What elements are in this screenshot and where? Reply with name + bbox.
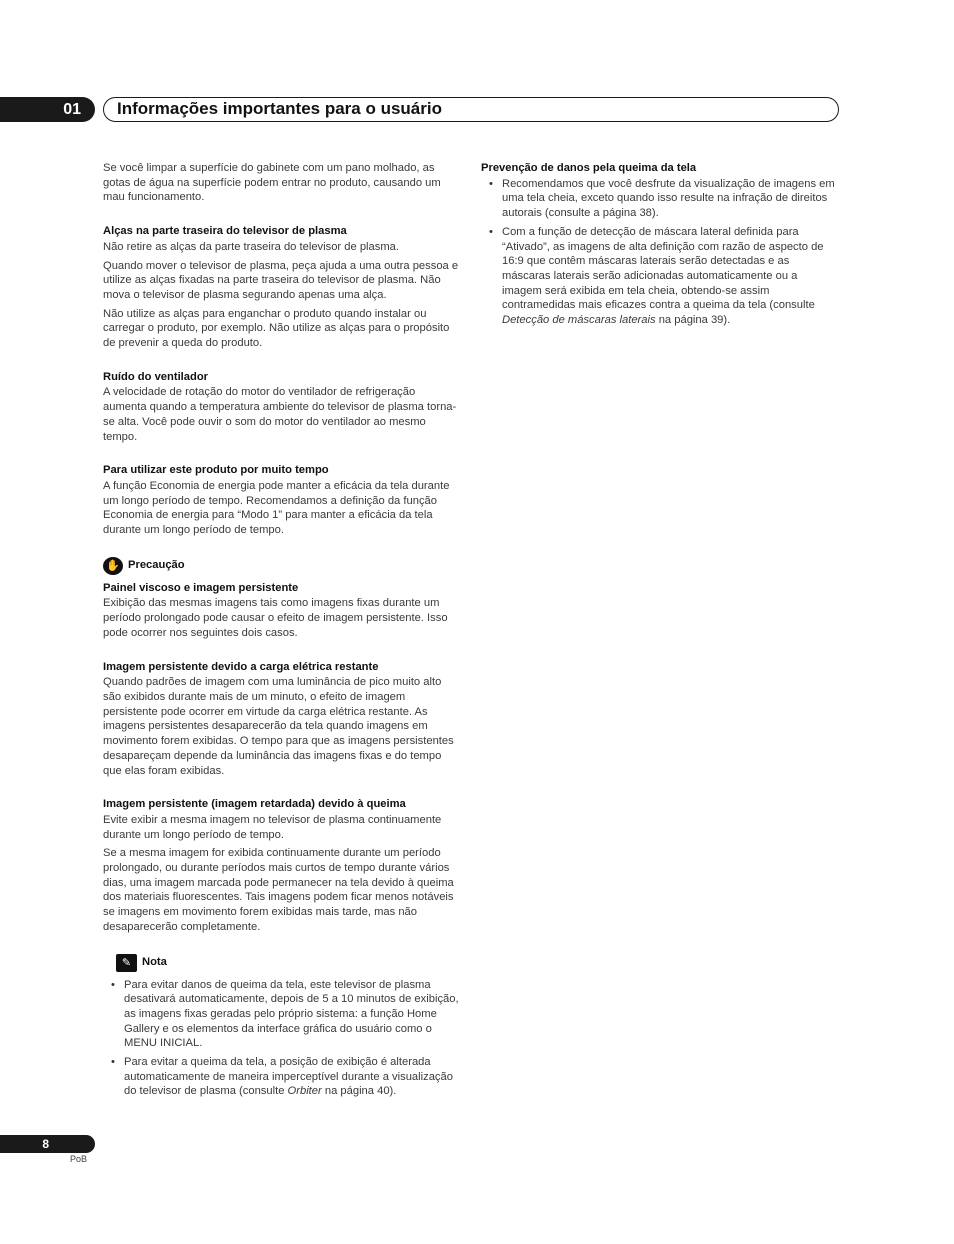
note-label-row: [116, 954, 459, 972]
caution-label-row: [103, 557, 459, 575]
note-text: Para evitar a queima da tela, a posição de exibição é alterada automaticamente de maneira imperceptível durante a visualização do televisor de plasma (consulte: [124, 1056, 453, 1098]
paragraph: Quando mover o televisor de plasma, peça ajuda a uma outra pessoa e utilize as alças fixadas na parte traseira do televisor de plasma. Não mova o televisor de plasma segurando apenas uma alça.: [103, 259, 459, 301]
caution-hand-icon: ✋: [103, 557, 123, 575]
list-item: • Para evitar danos de queima da tela, este televisor de plasma desativará automaticamente, depois de 5 a 10 minutos de exibição, as imagens fixas geradas pelo próprio sistema: a função Home Gallery e os elementos da interface gráfica do usuário como o MENU INICIAL.: [103, 978, 459, 1052]
note-label: Nota: [142, 956, 167, 969]
section-heading-sticky-panel: Painel viscoso e imagem persistente: [103, 581, 299, 594]
prevention-list: [481, 177, 837, 328]
paragraph: Se a mesma imagem for exibida continuamente durante um período prolongado, ou durante períodos mais curtos de tempo durante vários dias, uma imagem marcada pode permanecer na tela devido à queima dos materiais fluorescentes. Tais imagens podem ficar menos notáveis se imagens em movimento forem exibidas mais tarde, mas não desaparecerão completamente.: [103, 847, 454, 933]
left-column: [103, 161, 459, 1103]
section-heading-residual-charge: Imagem persistente devido a carga elétrica restante: [103, 660, 379, 673]
paragraph: A velocidade de rotação do motor do ventilador de refrigeração aumenta quando a temperatura ambiente do televisor de plasma torna-se alta. Você pode ouvir o som do motor do ventilador ao mesmo tempo.: [103, 386, 457, 443]
paragraph: Quando padrões de imagem com uma luminância de pico muito alto são exibidos durante mais de um minuto, o efeito de imagem persistente pode ocorrer em virtude da carga elétrica restante. As imagens persistentes desaparecerão da tela quando imagens em movimento forem exibidas. O tempo para que as imagens persistentes desapareçam depende da luminância das imagens fixas e do tempo que elas foram exibidas.: [103, 676, 454, 777]
section-heading-long-use: Para utilizar este produto por muito tempo: [103, 464, 329, 477]
list-item: • Recomendamos que você desfrute da visualização de imagens em uma tela cheia, exceto quando isso resulte na infração de direitos autorais (consulte a página 38).: [481, 177, 837, 221]
chapter-number-tab: 01: [0, 97, 95, 122]
paragraph: Evite exibir a mesma imagem no televisor de plasma continuamente durante um longo período de tempo.: [103, 813, 442, 841]
paragraph: A função Economia de energia pode manter a eficácia da tela durante um longo período de tempo. Recomendamos a definição da função Economia de energia para “Modo 1” para manter a eficácia da tela durante um longo período de tempo.: [103, 479, 450, 537]
section-heading-burn-in: Imagem persistente (imagem retardada) devido à queima: [103, 798, 406, 811]
paragraph: Exibição das mesmas imagens tais como imagens fixas durante um período prolongado pode causar o efeito de imagem persistente. Isso pode ocorrer nos seguintes dois casos.: [103, 597, 448, 639]
intro-paragraph: Se você limpar a superfície do gabinete com um pano molhado, as gotas de água na superfície podem entrar no produto, causando um mau funcionamento.: [103, 162, 441, 204]
chapter-title: Informações importantes para o usuário: [117, 99, 442, 118]
paragraph: Não utilize as alças para enganchar o produto quando instalar ou carregar o produto, por exemplo. Não utilize as alças para o propósito de prevenir a queda do produto.: [103, 307, 450, 350]
note-pencil-icon: ✎: [116, 954, 137, 972]
list-item: [481, 225, 837, 328]
caution-label: Precaução: [128, 559, 185, 572]
notes-list: [103, 978, 459, 1100]
note-emphasis: Orbiter: [287, 1085, 322, 1098]
chapter-title-bar: [103, 97, 839, 122]
right-column: [481, 161, 837, 332]
section-heading-fan: Ruído do ventilador: [103, 370, 209, 383]
bullet-emphasis: Detecção de máscaras laterais: [502, 314, 656, 327]
section-heading-burn-prevention: Prevenção de danos pela queima da tela: [481, 162, 697, 174]
note-text: na página 40).: [321, 1085, 397, 1098]
section-heading-handles: Alças na parte traseira do televisor de plasma: [103, 225, 347, 238]
bullet-text: Com a função de detecção de máscara lateral definida para “Ativado”, as imagens de alta definição com razão de aspecto de 16:9 que contêm máscaras laterais serão detectadas e as máscaras laterais serão adicionadas automaticamente ou a imagem será exibida em tela cheia, obtendo-se assim contramedidas mais eficazes contra a queima da tela (consulte: [502, 225, 824, 312]
bullet-text: na página 39).: [655, 314, 731, 327]
page-number-tab: 8: [0, 1135, 95, 1153]
list-item: [103, 1055, 459, 1099]
language-code: PoB: [70, 1154, 88, 1164]
paragraph: Não retire as alças da parte traseira do televisor de plasma.: [103, 240, 399, 253]
